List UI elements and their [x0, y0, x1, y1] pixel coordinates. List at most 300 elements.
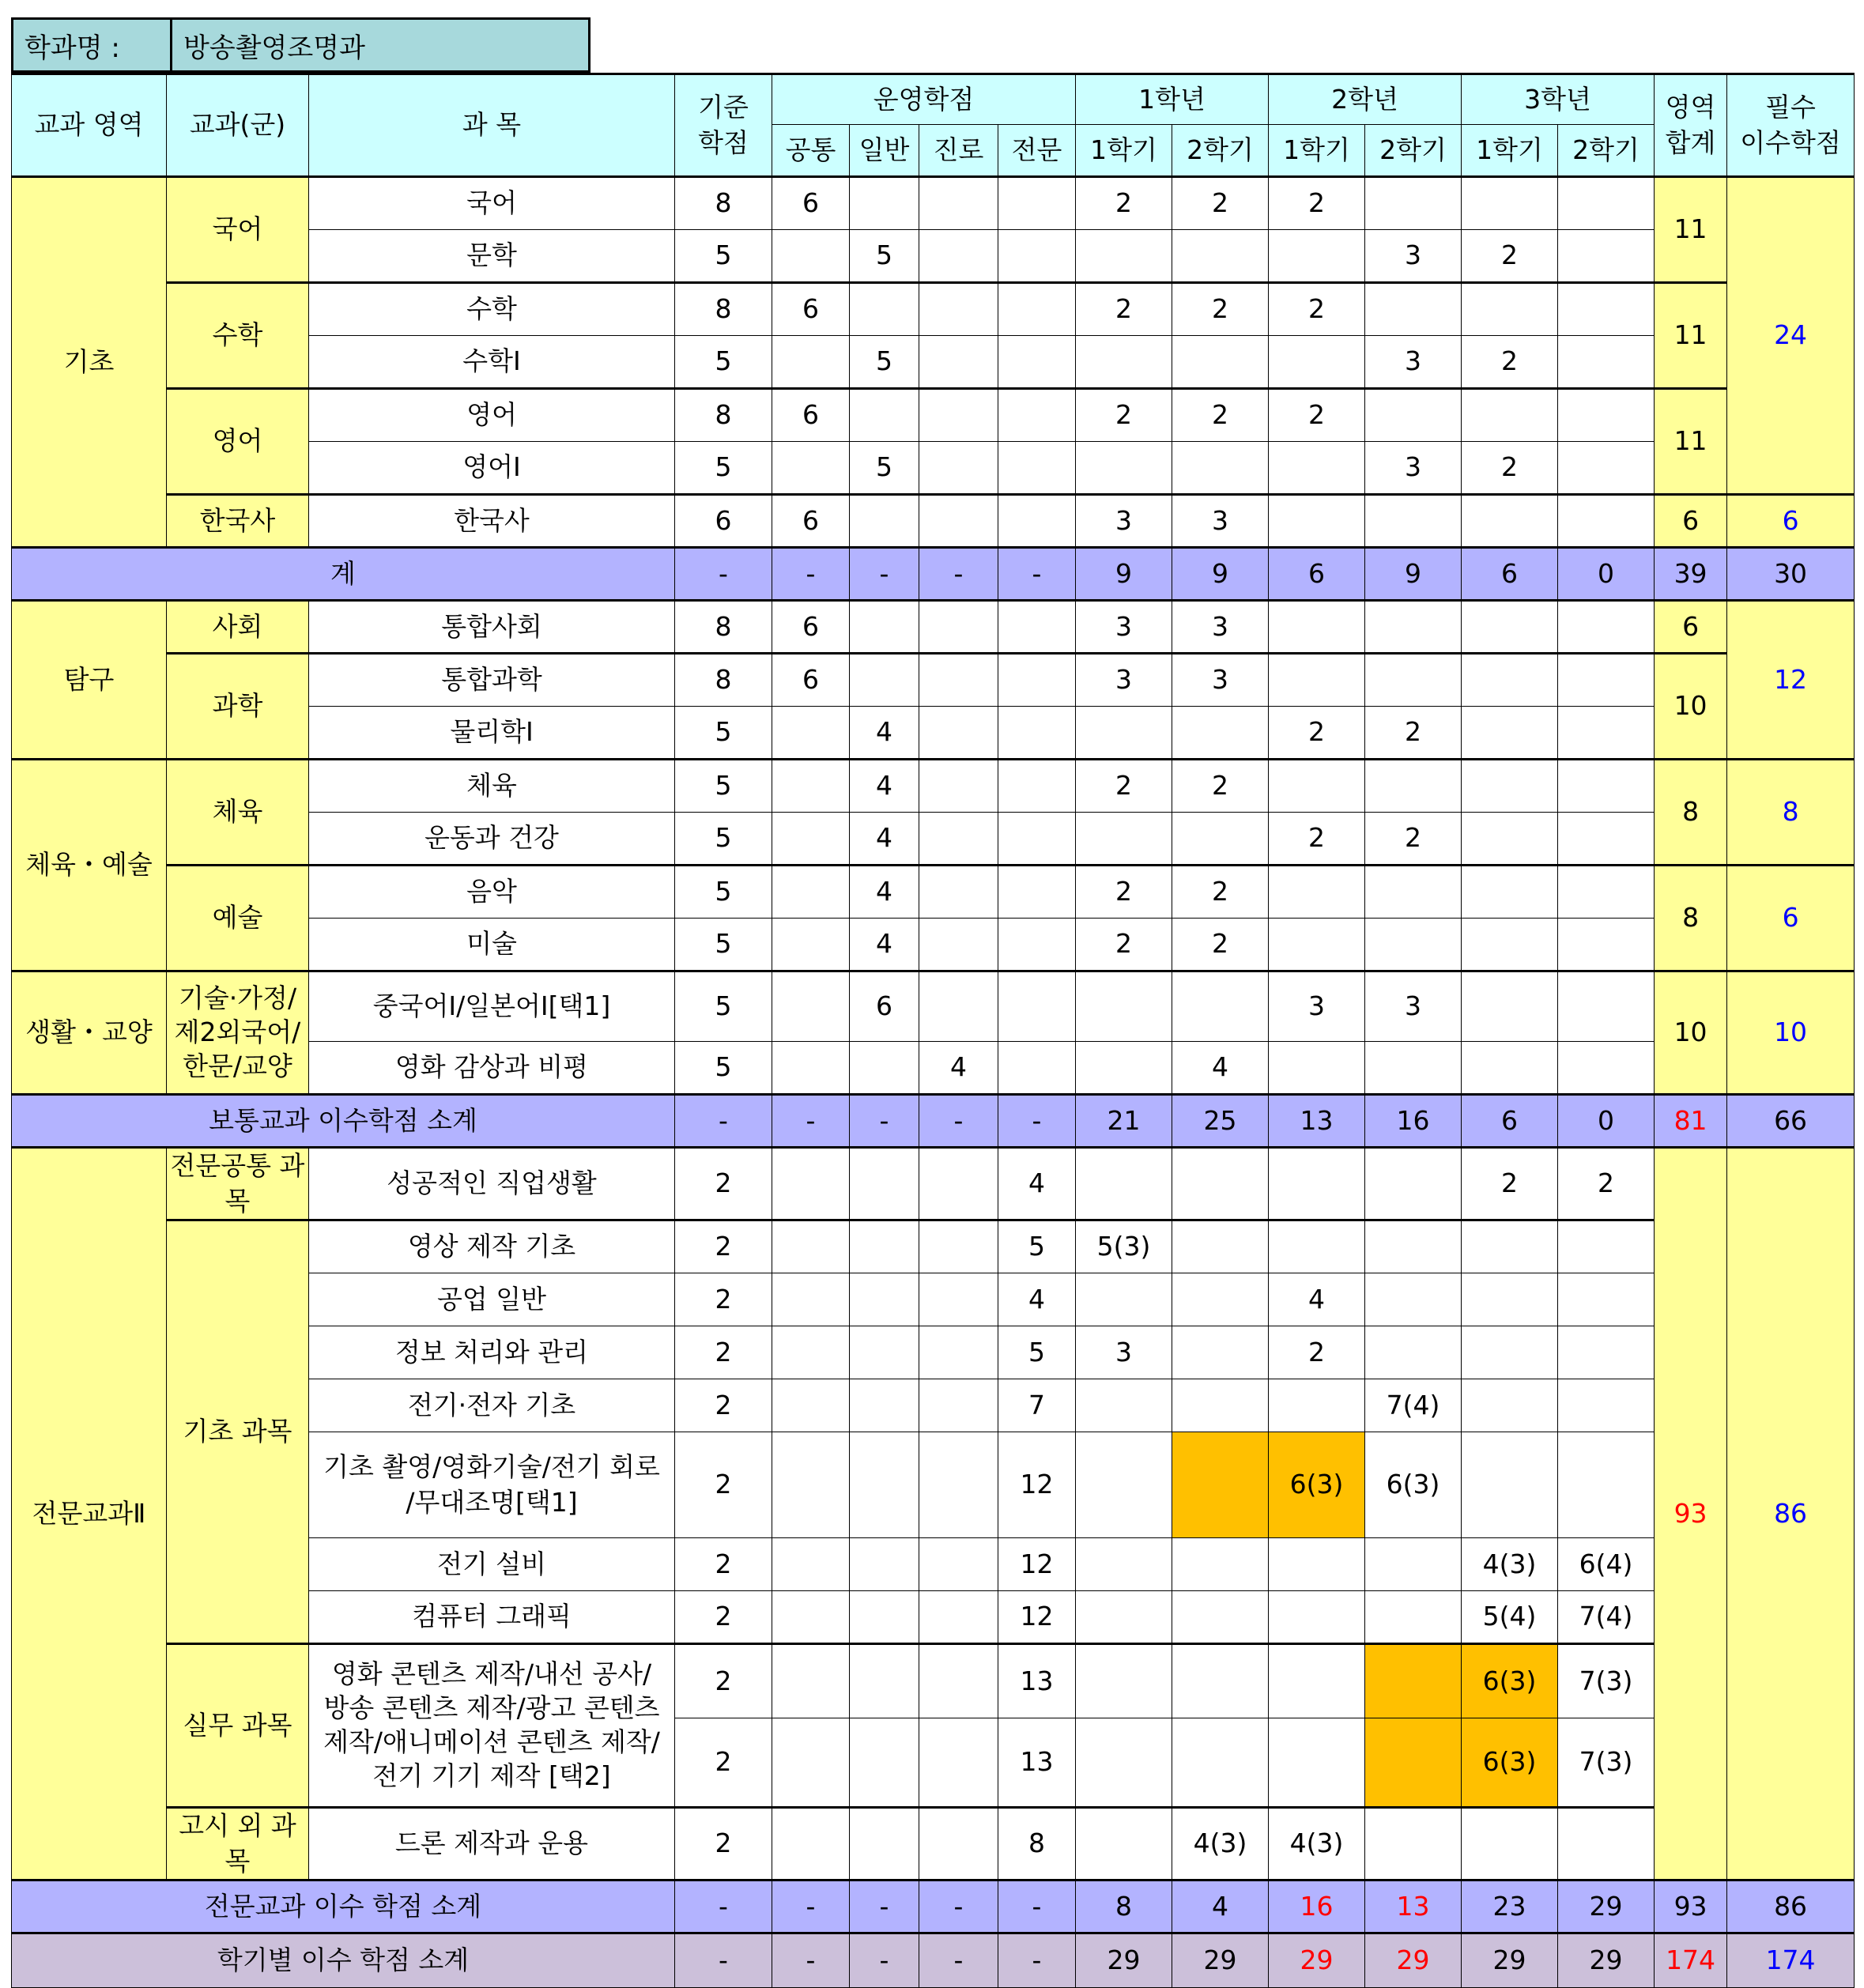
subtotal-cell: -: [919, 1095, 998, 1148]
value-cell: [1365, 1718, 1462, 1808]
value-cell: [772, 971, 850, 1042]
area-life: 생활・교양: [12, 971, 167, 1095]
value-cell: [919, 1538, 998, 1591]
value-cell: [1462, 1432, 1558, 1538]
value-cell: 2: [1076, 760, 1172, 813]
value-cell: [1076, 1273, 1172, 1326]
value-cell: [1076, 1538, 1172, 1591]
value-cell: [1269, 442, 1365, 495]
value-cell: [772, 813, 850, 866]
value-cell: 4: [919, 1042, 998, 1095]
value-cell: [1172, 813, 1269, 866]
value-cell: [1172, 1644, 1269, 1718]
subject-name: 국어: [309, 177, 675, 230]
value-cell: [850, 1644, 919, 1718]
value-cell: 2: [675, 1644, 772, 1718]
subject-name: 영화 감상과 비평: [309, 1042, 675, 1095]
value-cell: [772, 919, 850, 971]
value-cell: [1172, 1538, 1269, 1591]
value-cell: 2: [675, 1538, 772, 1591]
subtotal-cell: 29: [1365, 1933, 1462, 1988]
value-cell: 2: [1076, 389, 1172, 442]
group-art: 예술: [167, 866, 309, 971]
value-cell: 3: [1076, 495, 1172, 548]
value-cell: 2: [1076, 866, 1172, 919]
area-major: 전문교과Ⅱ: [12, 1148, 167, 1880]
value-cell: [772, 1148, 850, 1220]
value-cell: [1365, 1808, 1462, 1880]
value-cell: 5(3): [1076, 1220, 1172, 1273]
value-cell: 2: [1462, 442, 1558, 495]
value-cell: [1172, 1148, 1269, 1220]
subtotal-cell: -: [850, 1933, 919, 1988]
subject-name: 정보 처리와 관리: [309, 1326, 675, 1379]
area-inquiry: 탐구: [12, 601, 167, 760]
value-cell: [1558, 971, 1655, 1042]
subtotal-cell: 174: [1727, 1933, 1855, 1988]
value-cell: [1365, 1591, 1462, 1644]
value-cell: [1172, 1273, 1269, 1326]
subtotal-cell: 16: [1365, 1095, 1462, 1148]
group-history: 한국사: [167, 495, 309, 548]
value-cell: [919, 1148, 998, 1220]
subtotal-cell: -: [998, 548, 1076, 601]
value-cell: [1462, 919, 1558, 971]
value-cell: 2: [1172, 866, 1269, 919]
value-cell: 8: [675, 389, 772, 442]
subtotal-cell: -: [850, 548, 919, 601]
subtotal-cell: 29: [1558, 1933, 1655, 1988]
curriculum-table: [11, 73, 1855, 1988]
value-cell: [850, 1273, 919, 1326]
value-cell: [1558, 230, 1655, 283]
subtotal-cell: -: [850, 1095, 919, 1148]
value-cell: [1269, 1644, 1365, 1718]
value-cell: [1269, 1538, 1365, 1591]
value-cell: [850, 601, 919, 654]
value-cell: [772, 1718, 850, 1808]
value-cell: [1558, 760, 1655, 813]
value-cell: [1365, 389, 1462, 442]
value-cell: [919, 1432, 998, 1538]
subject-name: 영어: [309, 389, 675, 442]
value-cell: [1558, 1379, 1655, 1432]
value-cell: [1076, 1432, 1172, 1538]
value-cell: [1076, 442, 1172, 495]
subtotal-cell: 29: [1269, 1933, 1365, 1988]
value-cell: [1462, 283, 1558, 336]
value-cell: 3: [1076, 1326, 1172, 1379]
value-cell: [919, 654, 998, 707]
value-cell: [1558, 866, 1655, 919]
value-cell: 5: [675, 813, 772, 866]
value-cell: [1172, 1718, 1269, 1808]
department-label: 학과명 :: [13, 19, 172, 72]
area-total: 10: [1655, 971, 1727, 1095]
value-cell: [1558, 707, 1655, 760]
subject-name: 영상 제작 기초: [309, 1220, 675, 1273]
value-cell: 5: [675, 230, 772, 283]
value-cell: [1076, 1808, 1172, 1880]
value-cell: 2: [1269, 389, 1365, 442]
value-cell: 4: [850, 813, 919, 866]
value-cell: [772, 707, 850, 760]
value-cell: [1172, 1432, 1269, 1538]
value-cell: 5: [675, 336, 772, 389]
subtotal-label: 전문교과 이수 학점 소계: [12, 1880, 675, 1933]
value-cell: [1462, 1808, 1558, 1880]
value-cell: [1462, 971, 1558, 1042]
value-cell: 12: [998, 1591, 1076, 1644]
value-cell: [1076, 707, 1172, 760]
subtotal-label: 계: [12, 548, 675, 601]
subtotal-label: 학기별 이수 학점 소계: [12, 1933, 675, 1988]
value-cell: 7(3): [1558, 1644, 1655, 1718]
value-cell: [919, 1326, 998, 1379]
value-cell: [1558, 1042, 1655, 1095]
value-cell: [998, 707, 1076, 760]
value-cell: 2: [1462, 336, 1558, 389]
value-cell: 6(3): [1269, 1432, 1365, 1538]
subtotal-cell: 6: [1269, 548, 1365, 601]
value-cell: [998, 442, 1076, 495]
value-cell: [998, 177, 1076, 230]
value-cell: [998, 601, 1076, 654]
group-social: 사회: [167, 601, 309, 654]
value-cell: 2: [1365, 707, 1462, 760]
subtotal-cell: 29: [1172, 1933, 1269, 1988]
group-science: 과학: [167, 654, 309, 760]
value-cell: [1269, 654, 1365, 707]
area-total: 93: [1655, 1148, 1727, 1880]
value-cell: [1365, 1273, 1462, 1326]
value-cell: [1172, 442, 1269, 495]
subject-name: 문학: [309, 230, 675, 283]
required-credits: 12: [1727, 601, 1855, 760]
value-cell: 4: [850, 707, 919, 760]
value-cell: [772, 1644, 850, 1718]
subject-name: 중국어Ⅰ/일본어Ⅰ[택1]: [309, 971, 675, 1042]
value-cell: 3: [1076, 654, 1172, 707]
value-cell: [998, 866, 1076, 919]
value-cell: [1462, 707, 1558, 760]
header-semester: 2학기: [1172, 125, 1269, 177]
value-cell: [1365, 760, 1462, 813]
value-cell: [1076, 1718, 1172, 1808]
value-cell: [850, 1148, 919, 1220]
subtotal-cell: 6: [1462, 1095, 1558, 1148]
value-cell: 6: [850, 971, 919, 1042]
value-cell: [1462, 1273, 1558, 1326]
value-cell: [1558, 283, 1655, 336]
value-cell: 4: [1269, 1273, 1365, 1326]
value-cell: 6: [772, 177, 850, 230]
value-cell: [919, 495, 998, 548]
value-cell: [1172, 707, 1269, 760]
value-cell: 2: [1076, 177, 1172, 230]
value-cell: [1365, 654, 1462, 707]
subtotal-cell: 39: [1655, 548, 1727, 601]
value-cell: 2: [675, 1148, 772, 1220]
subtotal-cell: 23: [1462, 1880, 1558, 1933]
value-cell: 5: [998, 1220, 1076, 1273]
value-cell: [772, 336, 850, 389]
value-cell: 5: [675, 866, 772, 919]
required-credits: 24: [1727, 177, 1855, 495]
value-cell: [1269, 760, 1365, 813]
value-cell: 2: [1269, 813, 1365, 866]
value-cell: [1076, 230, 1172, 283]
subject-name: 한국사: [309, 495, 675, 548]
value-cell: 5: [675, 707, 772, 760]
value-cell: [1558, 1432, 1655, 1538]
value-cell: 6(3): [1462, 1644, 1558, 1718]
value-cell: [919, 283, 998, 336]
value-cell: [772, 1220, 850, 1273]
value-cell: 2: [675, 1379, 772, 1432]
subject-name: 통합과학: [309, 654, 675, 707]
value-cell: 3: [1172, 654, 1269, 707]
header-group: 교과(군): [167, 74, 309, 177]
header-area: 교과 영역: [12, 74, 167, 177]
value-cell: [919, 442, 998, 495]
value-cell: 12: [998, 1432, 1076, 1538]
value-cell: [850, 1718, 919, 1808]
group-english: 영어: [167, 389, 309, 495]
value-cell: 3: [1172, 495, 1269, 548]
value-cell: [919, 601, 998, 654]
subject-name: 성공적인 직업생활: [309, 1148, 675, 1220]
value-cell: [1269, 1042, 1365, 1095]
subtotal-cell: 66: [1727, 1095, 1855, 1148]
header-semester: 2학기: [1558, 125, 1655, 177]
value-cell: [850, 389, 919, 442]
value-cell: [1558, 442, 1655, 495]
value-cell: [919, 1808, 998, 1880]
value-cell: [772, 1808, 850, 1880]
area-total: 11: [1655, 283, 1727, 389]
subtotal-cell: 9: [1172, 548, 1269, 601]
area-basic: 기초: [12, 177, 167, 548]
area-total: 10: [1655, 654, 1727, 760]
value-cell: [1076, 813, 1172, 866]
value-cell: [998, 760, 1076, 813]
value-cell: 2: [675, 1718, 772, 1808]
subtotal-cell: 9: [1076, 548, 1172, 601]
subtotal-cell: 6: [1462, 548, 1558, 601]
value-cell: [772, 760, 850, 813]
subject-name: 통합사회: [309, 601, 675, 654]
value-cell: 2: [675, 1220, 772, 1273]
subtotal-cell: 29: [1076, 1933, 1172, 1988]
value-cell: 4: [850, 919, 919, 971]
value-cell: [850, 1220, 919, 1273]
value-cell: 2: [675, 1432, 772, 1538]
value-cell: [998, 1042, 1076, 1095]
value-cell: 5: [998, 1326, 1076, 1379]
value-cell: [1558, 919, 1655, 971]
value-cell: [850, 1808, 919, 1880]
header-year-2: 2학년: [1269, 74, 1462, 125]
header-operating-credits: 운영학점: [772, 74, 1076, 125]
value-cell: [1462, 1042, 1558, 1095]
header-semester: 1학기: [1269, 125, 1365, 177]
value-cell: [850, 283, 919, 336]
subtotal-cell: -: [998, 1095, 1076, 1148]
value-cell: 13: [998, 1644, 1076, 1718]
subject-name: 체육: [309, 760, 675, 813]
subtotal-cell: 30: [1727, 548, 1855, 601]
value-cell: 3: [1172, 601, 1269, 654]
subtotal-cell: 9: [1365, 548, 1462, 601]
value-cell: [1558, 1220, 1655, 1273]
value-cell: [772, 1042, 850, 1095]
area-total: 6: [1655, 601, 1727, 654]
subtotal-cell: -: [998, 1933, 1076, 1988]
value-cell: 8: [675, 283, 772, 336]
value-cell: 5: [850, 336, 919, 389]
value-cell: [1462, 813, 1558, 866]
value-cell: 8: [675, 177, 772, 230]
value-cell: 2: [1462, 230, 1558, 283]
value-cell: 2: [1365, 813, 1462, 866]
value-cell: 13: [998, 1718, 1076, 1808]
value-cell: 8: [998, 1808, 1076, 1880]
value-cell: [850, 1591, 919, 1644]
value-cell: 3: [1365, 230, 1462, 283]
value-cell: 5: [850, 442, 919, 495]
value-cell: 6: [772, 495, 850, 548]
value-cell: [998, 230, 1076, 283]
header-op-col: 전문: [998, 125, 1076, 177]
subtotal-cell: 25: [1172, 1095, 1269, 1148]
value-cell: [1172, 230, 1269, 283]
subtotal-cell: 174: [1655, 1933, 1727, 1988]
value-cell: [1558, 601, 1655, 654]
value-cell: 5(4): [1462, 1591, 1558, 1644]
subject-name: 영화 콘텐츠 제작/내선 공사/ 방송 콘텐츠 제작/광고 콘텐츠 제작/애니메이션 콘텐츠 제작/ 전기 기기 제작 [택2]: [309, 1644, 675, 1808]
value-cell: [1365, 1148, 1462, 1220]
value-cell: [1462, 654, 1558, 707]
value-cell: 2: [1172, 760, 1269, 813]
subtotal-cell: -: [772, 548, 850, 601]
header-required: 필수 이수학점: [1727, 74, 1855, 177]
value-cell: [850, 1379, 919, 1432]
value-cell: [772, 1538, 850, 1591]
value-cell: [1076, 1644, 1172, 1718]
required-credits: 86: [1727, 1148, 1855, 1880]
value-cell: 2: [1269, 177, 1365, 230]
subtotal-cell: 29: [1558, 1880, 1655, 1933]
subtotal-cell: -: [998, 1880, 1076, 1933]
group-pe: 체육: [167, 760, 309, 866]
value-cell: [1365, 495, 1462, 548]
subtotal-cell: -: [850, 1880, 919, 1933]
value-cell: [1462, 1379, 1558, 1432]
value-cell: [998, 654, 1076, 707]
value-cell: 3: [1365, 442, 1462, 495]
value-cell: [919, 1718, 998, 1808]
value-cell: [919, 919, 998, 971]
subtotal-cell: 8: [1076, 1880, 1172, 1933]
group-korean: 국어: [167, 177, 309, 283]
department-name: 방송촬영조명과: [172, 19, 590, 72]
header-area-total: 영역 합계: [1655, 74, 1727, 177]
value-cell: [1462, 389, 1558, 442]
value-cell: [1365, 866, 1462, 919]
value-cell: 2: [1076, 919, 1172, 971]
value-cell: [919, 230, 998, 283]
area-total: 8: [1655, 760, 1727, 866]
subtotal-cell: -: [675, 1880, 772, 1933]
department-header: [11, 17, 591, 73]
value-cell: [772, 230, 850, 283]
value-cell: 4(3): [1172, 1808, 1269, 1880]
value-cell: 6: [772, 654, 850, 707]
value-cell: 5: [675, 919, 772, 971]
subject-name: 기초 촬영/영화기술/전기 회로 /무대조명[택1]: [309, 1432, 675, 1538]
value-cell: [1076, 971, 1172, 1042]
required-credits: 6: [1727, 495, 1855, 548]
value-cell: [919, 389, 998, 442]
value-cell: [1269, 336, 1365, 389]
value-cell: [1269, 1379, 1365, 1432]
value-cell: [850, 654, 919, 707]
value-cell: [998, 389, 1076, 442]
value-cell: [919, 1273, 998, 1326]
value-cell: 2: [1172, 283, 1269, 336]
header-year-1: 1학년: [1076, 74, 1269, 125]
value-cell: [850, 1432, 919, 1538]
subject-name: 물리학Ⅰ: [309, 707, 675, 760]
value-cell: [919, 336, 998, 389]
value-cell: [772, 1273, 850, 1326]
value-cell: [772, 1591, 850, 1644]
value-cell: 6(3): [1365, 1432, 1462, 1538]
value-cell: [1076, 1591, 1172, 1644]
subtotal-cell: 29: [1462, 1933, 1558, 1988]
value-cell: [919, 866, 998, 919]
required-credits: 8: [1727, 760, 1855, 866]
value-cell: 7(3): [1558, 1718, 1655, 1808]
value-cell: 4: [850, 866, 919, 919]
value-cell: 2: [1076, 283, 1172, 336]
value-cell: [1076, 1042, 1172, 1095]
header-semester: 1학기: [1462, 125, 1558, 177]
value-cell: 3: [1365, 336, 1462, 389]
value-cell: [850, 177, 919, 230]
required-credits: 10: [1727, 971, 1855, 1095]
subtotal-cell: -: [772, 1095, 850, 1148]
value-cell: [1365, 177, 1462, 230]
value-cell: 4: [850, 760, 919, 813]
value-cell: [1558, 813, 1655, 866]
value-cell: 6: [772, 389, 850, 442]
subtotal-cell: 81: [1655, 1095, 1727, 1148]
value-cell: [1172, 971, 1269, 1042]
value-cell: [919, 1379, 998, 1432]
value-cell: [1462, 177, 1558, 230]
value-cell: 8: [675, 601, 772, 654]
value-cell: [1076, 1148, 1172, 1220]
value-cell: [1462, 1220, 1558, 1273]
value-cell: [772, 866, 850, 919]
header-op-col: 일반: [850, 125, 919, 177]
subtotal-cell: 21: [1076, 1095, 1172, 1148]
value-cell: [1172, 1220, 1269, 1273]
value-cell: 2: [1558, 1148, 1655, 1220]
value-cell: 4: [998, 1273, 1076, 1326]
